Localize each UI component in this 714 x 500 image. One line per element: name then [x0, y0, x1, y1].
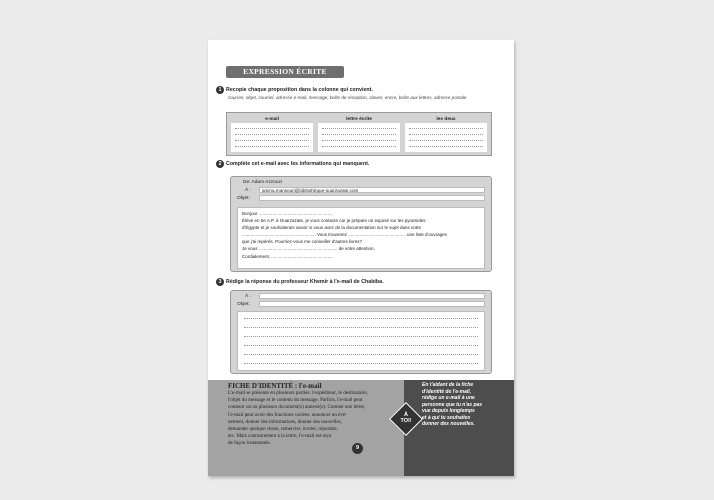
- a-toi-instruction: [422, 382, 508, 428]
- answer-line[interactable]: [409, 141, 483, 147]
- recipient-field[interactable]: [259, 293, 485, 299]
- email-body-line: ........................................................... Vous trouverez .............................................. une liste d'ouvrages: [242, 232, 447, 238]
- column-header: e-mail: [231, 116, 313, 123]
- fiche-line: nement, donner des informations, donner des nouvelles,: [228, 418, 342, 425]
- recipient-label: À :: [245, 188, 251, 193]
- a-toi-label-line: TOI!: [400, 418, 412, 424]
- a-toi-label: [394, 412, 418, 424]
- subject-field[interactable]: [259, 195, 485, 201]
- reply-body[interactable]: [237, 311, 485, 371]
- page-number: 9: [352, 443, 363, 454]
- email-body-line: Cordialement, .................................................: [242, 253, 333, 259]
- writing-line: [244, 336, 478, 337]
- writing-line: [244, 318, 478, 319]
- question-3-instruction: Rédige la réponse du professeur Khemir à l'e-mail de Chabiba.: [226, 279, 384, 285]
- fiche-line: de façon instantanée.: [228, 440, 271, 447]
- subject-label: Objet:: [237, 302, 250, 307]
- a-toi-line: donner des nouvelles.: [422, 421, 475, 427]
- column-email: [231, 116, 313, 152]
- column-header: lettre écrite: [318, 116, 400, 123]
- a-toi-line: En t'aidant de la fiche: [422, 382, 474, 388]
- subject-field[interactable]: [259, 301, 485, 307]
- recipient-label: À :: [245, 294, 251, 299]
- fiche-line: l'objet du message et le contenu du message. Parfois, l'e-mail peut: [228, 397, 363, 404]
- a-toi-line: personne que tu n'as pas: [422, 401, 483, 408]
- question-3-number: 3: [216, 278, 224, 286]
- fiche-line: demander quelque chose, remercier, inviter, répondre,: [228, 426, 338, 433]
- email-body-text: [242, 210, 480, 260]
- fiche-text: [228, 390, 404, 448]
- fiche-line: L'e-mail se présente en plusieurs parties: l'expéditeur, le destinataire,: [228, 390, 368, 396]
- email-body-line: que j'ai repérés. Pourriez-vous me conseiller d'autres livres?: [242, 239, 363, 245]
- writing-line: [244, 345, 478, 346]
- fiche-title: FICHE D'IDENTITÉ : l'e-mail: [228, 382, 322, 390]
- answer-line[interactable]: [322, 141, 396, 147]
- classification-table: [226, 112, 492, 156]
- question-1-instruction: Recopie chaque proposition dans la colonne qui convient.: [226, 87, 373, 93]
- question-1-word-list: courrier, objet, courriel, adresse e-mail, message, boîte de réception, clavier, encre, boîte aux lettres, adresse postale: [228, 95, 467, 100]
- column-lettre-ecrite: [318, 116, 400, 152]
- writing-line: [244, 354, 478, 355]
- recipient-field[interactable]: amina.mansouri@bibliothèque-ouarzazate.com: [259, 187, 485, 193]
- fiche-line: contenir un ou plusieurs document(s) annexe(s). Comme une lettre,: [228, 404, 366, 411]
- fiche-line: l'e-mail peut avoir des fonctions variées: annoncer un évé-: [228, 411, 347, 418]
- column-les-deux: [405, 116, 487, 152]
- column-header: les deux: [405, 116, 487, 123]
- sender-label: De: Adam Azzouzi: [243, 180, 282, 185]
- email-body-line: Élève en 5e A.P. à Ouarzazate, je vous contacte car je prépare un exposé sur les pyramides: [242, 218, 426, 224]
- subject-label: Objet:: [237, 196, 250, 201]
- answer-line[interactable]: [235, 141, 309, 147]
- a-toi-line: vue depuis longtemps: [422, 408, 475, 414]
- a-toi-label-line: À: [404, 412, 408, 418]
- a-toi-line: et à qui tu souhaites: [422, 414, 471, 421]
- email-body[interactable]: [237, 207, 485, 269]
- writing-line: [244, 363, 478, 364]
- workbook-page: [208, 40, 514, 476]
- section-title: EXPRESSION ÉCRITE: [226, 66, 344, 78]
- email-body-line: Bonjour ......................................................... ,: [242, 211, 333, 216]
- fiche-line: etc. Mais contrairement à la lettre, l'e-mail est reçu: [228, 433, 332, 440]
- question-2-instruction: Complète cet e-mail avec les informations qui manquent.: [226, 161, 370, 167]
- question-2-number: 2: [216, 160, 224, 168]
- a-toi-line: d'identité de l'e-mail,: [422, 388, 472, 395]
- email-body-line: Je vous ............................................................... de votre attention,: [242, 246, 375, 252]
- writing-line: [244, 327, 478, 328]
- a-toi-line: rédige un e-mail à une: [422, 395, 475, 401]
- email-body-line: d'Égypte et je souhaiterais savoir si vous avez de la documentation sur le sujet dans votre: [242, 225, 421, 231]
- reply-email-form: [230, 290, 492, 374]
- question-1-number: 1: [216, 86, 224, 94]
- email-form: [230, 176, 492, 272]
